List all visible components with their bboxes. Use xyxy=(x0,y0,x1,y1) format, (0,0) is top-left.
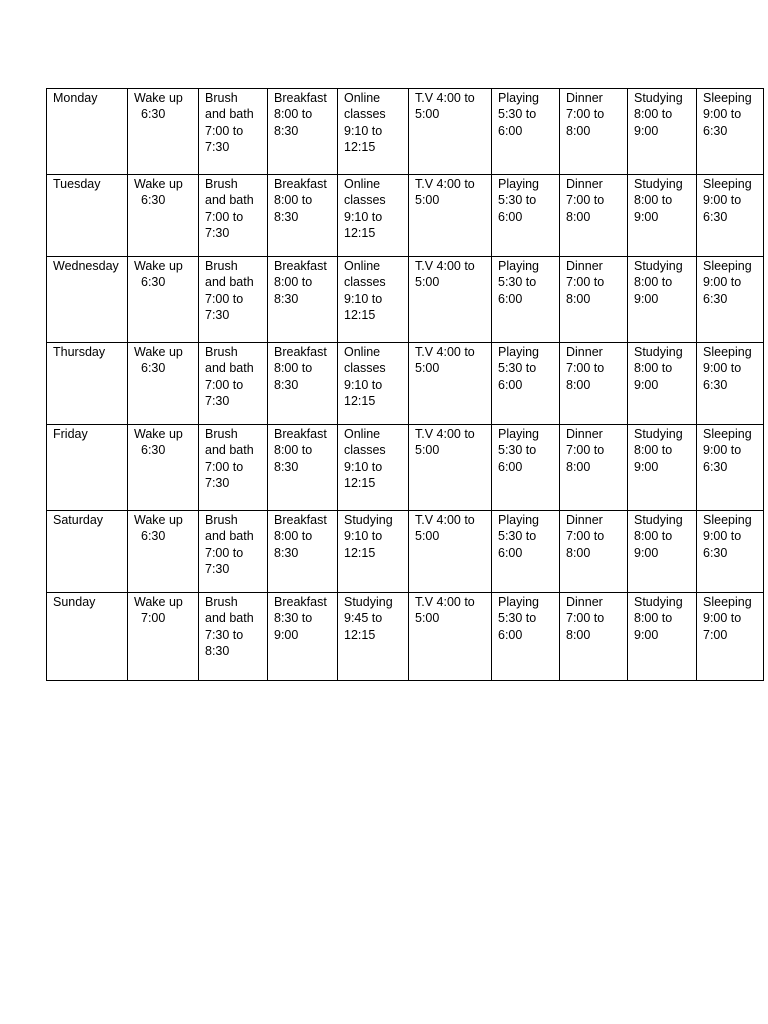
cell-text-line: 7:00 to xyxy=(205,459,244,474)
cell-text-line: 7:00 to xyxy=(205,291,244,306)
dinner-cell xyxy=(560,425,628,511)
cell-text-line: and bath xyxy=(205,275,254,290)
cell-text-line: 8:00 to xyxy=(634,361,673,376)
playing-cell xyxy=(492,175,560,257)
day-label: Saturday xyxy=(53,513,104,527)
sleeping-cell xyxy=(697,343,764,425)
day-cell xyxy=(47,425,128,511)
studying-cell xyxy=(628,175,697,257)
tv-cell xyxy=(409,175,492,257)
cell-text-line: Dinner xyxy=(566,345,603,359)
cell-text-line: 8:00 xyxy=(566,377,591,392)
cell-text-line: 7:00 xyxy=(141,611,166,626)
cell-text-line: Dinner xyxy=(566,177,603,191)
cell-text-line: 6:00 xyxy=(498,123,523,138)
dinner-cell xyxy=(560,89,628,175)
cell-text-line: 9:00 xyxy=(634,627,659,642)
studying-cell xyxy=(628,425,697,511)
sleeping-cell xyxy=(697,175,764,257)
cell-text-line: Breakfast xyxy=(274,259,327,273)
cell-text-line: Dinner xyxy=(566,259,603,273)
brush-bath-cell xyxy=(199,175,268,257)
cell-text-line: 8:00 to xyxy=(634,443,673,458)
cell-text-line: T.V 4:00 to xyxy=(415,259,475,273)
cell-text-line: and bath xyxy=(205,443,254,458)
cell-text-line: Wake up xyxy=(134,91,183,105)
cell-text-line: 6:30 xyxy=(141,107,166,122)
cell-text-line: 6:30 xyxy=(703,459,728,474)
breakfast-cell xyxy=(268,511,338,593)
cell-text-line: 7:00 to xyxy=(566,193,605,208)
morning-activity-cell xyxy=(338,175,409,257)
cell-text-line: classes xyxy=(344,107,386,122)
weekly-schedule-table xyxy=(46,88,764,681)
cell-text-line: 9:00 xyxy=(634,123,659,138)
cell-text-line: classes xyxy=(344,193,386,208)
breakfast-cell xyxy=(268,175,338,257)
cell-text-line: 7:30 xyxy=(205,561,230,576)
brush-bath-cell xyxy=(199,425,268,511)
cell-text-line: 8:00 to xyxy=(274,275,313,290)
cell-text-line: 9:10 to xyxy=(344,291,383,306)
cell-text-line: 8:30 xyxy=(274,123,299,138)
cell-text-line: 7:30 xyxy=(205,225,230,240)
cell-text-line: Playing xyxy=(498,345,539,359)
cell-text-line: Breakfast xyxy=(274,513,327,527)
studying-cell xyxy=(628,511,697,593)
cell-text-line: Playing xyxy=(498,513,539,527)
cell-text-line: 5:30 to xyxy=(498,361,537,376)
cell-text-line: 9:10 to xyxy=(344,377,383,392)
cell-text-line: Studying xyxy=(344,595,393,609)
cell-text-line: 9:00 to xyxy=(703,443,742,458)
cell-text-line: 8:00 to xyxy=(274,193,313,208)
cell-text-line: 7:30 xyxy=(205,139,230,154)
cell-text-line: 8:00 to xyxy=(634,275,673,290)
playing-cell xyxy=(492,257,560,343)
cell-text-line: Playing xyxy=(498,177,539,191)
tv-cell xyxy=(409,89,492,175)
cell-text-line: 9:00 xyxy=(634,291,659,306)
sleeping-cell xyxy=(697,89,764,175)
table-row xyxy=(47,511,764,593)
cell-text-line: 6:30 xyxy=(703,291,728,306)
cell-text-line: 5:00 xyxy=(415,361,440,376)
cell-text-line: 6:00 xyxy=(498,545,523,560)
cell-text-line: Studying xyxy=(634,177,683,191)
sleeping-cell xyxy=(697,257,764,343)
cell-text-line: Studying xyxy=(344,513,393,527)
table-row xyxy=(47,425,764,511)
dinner-cell xyxy=(560,593,628,681)
morning-activity-cell xyxy=(338,89,409,175)
cell-text-line: 8:00 to xyxy=(634,529,673,544)
day-label: Sunday xyxy=(53,595,96,609)
cell-text-line: and bath xyxy=(205,361,254,376)
cell-text-line: 5:30 to xyxy=(498,275,537,290)
brush-bath-cell xyxy=(199,89,268,175)
breakfast-cell xyxy=(268,257,338,343)
cell-text-line: 9:10 to xyxy=(344,123,383,138)
cell-text-line: Wake up xyxy=(134,345,183,359)
cell-text-line: 8:00 to xyxy=(634,107,673,122)
cell-text-line: Online xyxy=(344,427,381,441)
wake-up-cell xyxy=(128,425,199,511)
cell-text-line: Wake up xyxy=(134,177,183,191)
cell-text-line: Sleeping xyxy=(703,177,752,191)
day-cell xyxy=(47,593,128,681)
playing-cell xyxy=(492,343,560,425)
tv-cell xyxy=(409,511,492,593)
cell-text-line: Studying xyxy=(634,91,683,105)
cell-text-line: 5:30 to xyxy=(498,529,537,544)
cell-text-line: 9:00 xyxy=(634,209,659,224)
day-label: Tuesday xyxy=(53,177,101,191)
cell-text-line: Brush xyxy=(205,427,238,441)
brush-bath-cell xyxy=(199,511,268,593)
cell-text-line: T.V 4:00 to xyxy=(415,177,475,191)
table-row xyxy=(47,343,764,425)
cell-text-line: 7:00 to xyxy=(205,123,244,138)
cell-text-line: 8:00 to xyxy=(634,611,673,626)
cell-text-line: 7:00 to xyxy=(566,443,605,458)
cell-text-line: 9:10 to xyxy=(344,209,383,224)
day-cell xyxy=(47,89,128,175)
cell-text-line: T.V 4:00 to xyxy=(415,345,475,359)
cell-text-line: 9:00 to xyxy=(703,193,742,208)
cell-text-line: 9:00 xyxy=(274,627,299,642)
cell-text-line: Dinner xyxy=(566,91,603,105)
cell-text-line: 12:15 xyxy=(344,627,376,642)
cell-text-line: 9:00 xyxy=(634,545,659,560)
cell-text-line: Sleeping xyxy=(703,259,752,273)
cell-text-line: 8:00 xyxy=(566,545,591,560)
cell-text-line: 8:00 xyxy=(566,291,591,306)
day-label: Monday xyxy=(53,91,98,105)
cell-text-line: 5:30 to xyxy=(498,193,537,208)
cell-text-line: 8:30 xyxy=(274,377,299,392)
cell-text-line: 8:30 to xyxy=(274,611,313,626)
cell-text-line: 9:00 xyxy=(634,459,659,474)
cell-text-line: Wake up xyxy=(134,595,183,609)
schedule-body xyxy=(47,89,764,681)
cell-text-line: 7:00 to xyxy=(566,361,605,376)
cell-text-line: 12:15 xyxy=(344,307,376,322)
cell-text-line: Breakfast xyxy=(274,595,327,609)
cell-text-line: 12:15 xyxy=(344,225,376,240)
cell-text-line: 6:00 xyxy=(498,209,523,224)
cell-text-line: 6:00 xyxy=(498,459,523,474)
cell-text-line: 5:30 to xyxy=(498,611,537,626)
cell-text-line: Brush xyxy=(205,259,238,273)
cell-text-line: 8:30 xyxy=(205,643,230,658)
cell-text-line: 8:30 xyxy=(274,459,299,474)
cell-text-line: Brush xyxy=(205,177,238,191)
cell-text-line: Brush xyxy=(205,595,238,609)
cell-text-line: 8:00 to xyxy=(274,529,313,544)
cell-text-line: 8:30 xyxy=(274,545,299,560)
cell-text-line: 5:00 xyxy=(415,193,440,208)
cell-text-line: 12:15 xyxy=(344,475,376,490)
cell-text-line: 9:10 to xyxy=(344,529,383,544)
cell-text-line: Wake up xyxy=(134,427,183,441)
cell-text-line: 9:10 to xyxy=(344,459,383,474)
cell-text-line: 7:30 xyxy=(205,307,230,322)
cell-text-line: 12:15 xyxy=(344,139,376,154)
cell-text-line: Dinner xyxy=(566,427,603,441)
cell-text-line: and bath xyxy=(205,193,254,208)
cell-text-line: Sleeping xyxy=(703,427,752,441)
table-row xyxy=(47,593,764,681)
cell-text-line: 6:30 xyxy=(141,275,166,290)
tv-cell xyxy=(409,343,492,425)
morning-activity-cell xyxy=(338,425,409,511)
cell-text-line: 5:00 xyxy=(415,611,440,626)
cell-text-line: 6:00 xyxy=(498,377,523,392)
cell-text-line: 8:00 xyxy=(566,209,591,224)
cell-text-line: 6:30 xyxy=(703,545,728,560)
cell-text-line: 12:15 xyxy=(344,545,376,560)
dinner-cell xyxy=(560,257,628,343)
cell-text-line: Breakfast xyxy=(274,345,327,359)
cell-text-line: 9:00 to xyxy=(703,275,742,290)
day-label: Thursday xyxy=(53,345,106,359)
dinner-cell xyxy=(560,343,628,425)
cell-text-line: Breakfast xyxy=(274,427,327,441)
cell-text-line: Brush xyxy=(205,91,238,105)
brush-bath-cell xyxy=(199,343,268,425)
cell-text-line: and bath xyxy=(205,107,254,122)
document-page xyxy=(46,88,764,681)
wake-up-cell xyxy=(128,511,199,593)
day-label: Friday xyxy=(53,427,88,441)
cell-text-line: 5:30 to xyxy=(498,443,537,458)
cell-text-line: 8:00 to xyxy=(274,443,313,458)
cell-text-line: Sleeping xyxy=(703,345,752,359)
cell-text-line: Brush xyxy=(205,345,238,359)
cell-text-line: 6:30 xyxy=(141,193,166,208)
cell-text-line: 12:15 xyxy=(344,393,376,408)
day-cell xyxy=(47,343,128,425)
cell-text-line: Studying xyxy=(634,259,683,273)
cell-text-line: and bath xyxy=(205,529,254,544)
wake-up-cell xyxy=(128,175,199,257)
cell-text-line: Breakfast xyxy=(274,91,327,105)
tv-cell xyxy=(409,425,492,511)
cell-text-line: 6:30 xyxy=(141,361,166,376)
cell-text-line: 8:00 xyxy=(566,459,591,474)
cell-text-line: Playing xyxy=(498,91,539,105)
cell-text-line: 6:30 xyxy=(141,529,166,544)
cell-text-line: T.V 4:00 to xyxy=(415,513,475,527)
cell-text-line: Sleeping xyxy=(703,595,752,609)
cell-text-line: Wake up xyxy=(134,513,183,527)
cell-text-line: 6:00 xyxy=(498,291,523,306)
cell-text-line: 9:00 xyxy=(634,377,659,392)
cell-text-line: Online xyxy=(344,177,381,191)
cell-text-line: 7:00 to xyxy=(566,275,605,290)
day-cell xyxy=(47,257,128,343)
day-cell xyxy=(47,511,128,593)
cell-text-line: 6:30 xyxy=(141,443,166,458)
cell-text-line: 7:00 to xyxy=(566,529,605,544)
sleeping-cell xyxy=(697,511,764,593)
studying-cell xyxy=(628,343,697,425)
breakfast-cell xyxy=(268,89,338,175)
dinner-cell xyxy=(560,175,628,257)
cell-text-line: 5:00 xyxy=(415,529,440,544)
cell-text-line: 5:00 xyxy=(415,275,440,290)
morning-activity-cell xyxy=(338,593,409,681)
cell-text-line: 7:00 to xyxy=(566,611,605,626)
cell-text-line: Breakfast xyxy=(274,177,327,191)
cell-text-line: 6:30 xyxy=(703,123,728,138)
cell-text-line: T.V 4:00 to xyxy=(415,427,475,441)
cell-text-line: 7:00 xyxy=(703,627,728,642)
cell-text-line: 7:30 to xyxy=(205,627,244,642)
cell-text-line: Studying xyxy=(634,345,683,359)
cell-text-line: Online xyxy=(344,91,381,105)
cell-text-line: 7:00 to xyxy=(205,377,244,392)
table-row xyxy=(47,257,764,343)
cell-text-line: 7:00 to xyxy=(566,107,605,122)
cell-text-line: 7:00 to xyxy=(205,545,244,560)
cell-text-line: Sleeping xyxy=(703,91,752,105)
morning-activity-cell xyxy=(338,511,409,593)
cell-text-line: 5:30 to xyxy=(498,107,537,122)
breakfast-cell xyxy=(268,593,338,681)
cell-text-line: classes xyxy=(344,443,386,458)
wake-up-cell xyxy=(128,343,199,425)
morning-activity-cell xyxy=(338,343,409,425)
cell-text-line: 8:00 xyxy=(566,123,591,138)
cell-text-line: Studying xyxy=(634,595,683,609)
cell-text-line: 7:30 xyxy=(205,393,230,408)
wake-up-cell xyxy=(128,593,199,681)
cell-text-line: 9:00 to xyxy=(703,107,742,122)
cell-text-line: 5:00 xyxy=(415,107,440,122)
cell-text-line: T.V 4:00 to xyxy=(415,595,475,609)
cell-text-line: classes xyxy=(344,361,386,376)
cell-text-line: Playing xyxy=(498,595,539,609)
cell-text-line: 7:30 xyxy=(205,475,230,490)
cell-text-line: Sleeping xyxy=(703,513,752,527)
cell-text-line: 8:30 xyxy=(274,209,299,224)
cell-text-line: Wake up xyxy=(134,259,183,273)
cell-text-line: Playing xyxy=(498,259,539,273)
table-row xyxy=(47,89,764,175)
cell-text-line: Studying xyxy=(634,513,683,527)
cell-text-line: 9:00 to xyxy=(703,529,742,544)
cell-text-line: 8:00 to xyxy=(274,107,313,122)
cell-text-line: T.V 4:00 to xyxy=(415,91,475,105)
cell-text-line: classes xyxy=(344,275,386,290)
cell-text-line: Dinner xyxy=(566,513,603,527)
brush-bath-cell xyxy=(199,257,268,343)
cell-text-line: Playing xyxy=(498,427,539,441)
cell-text-line: 9:45 to xyxy=(344,611,383,626)
wake-up-cell xyxy=(128,257,199,343)
cell-text-line: Dinner xyxy=(566,595,603,609)
sleeping-cell xyxy=(697,593,764,681)
morning-activity-cell xyxy=(338,257,409,343)
day-cell xyxy=(47,175,128,257)
breakfast-cell xyxy=(268,343,338,425)
cell-text-line: 8:00 to xyxy=(634,193,673,208)
playing-cell xyxy=(492,89,560,175)
cell-text-line: 8:00 xyxy=(566,627,591,642)
cell-text-line: 6:30 xyxy=(703,377,728,392)
playing-cell xyxy=(492,593,560,681)
tv-cell xyxy=(409,593,492,681)
studying-cell xyxy=(628,593,697,681)
cell-text-line: 6:00 xyxy=(498,627,523,642)
cell-text-line: Brush xyxy=(205,513,238,527)
wake-up-cell xyxy=(128,89,199,175)
studying-cell xyxy=(628,89,697,175)
day-label: Wednesday xyxy=(53,259,119,273)
breakfast-cell xyxy=(268,425,338,511)
playing-cell xyxy=(492,425,560,511)
cell-text-line: 7:00 to xyxy=(205,209,244,224)
cell-text-line: and bath xyxy=(205,611,254,626)
cell-text-line: Online xyxy=(344,259,381,273)
dinner-cell xyxy=(560,511,628,593)
cell-text-line: 5:00 xyxy=(415,443,440,458)
cell-text-line: 8:00 to xyxy=(274,361,313,376)
playing-cell xyxy=(492,511,560,593)
tv-cell xyxy=(409,257,492,343)
cell-text-line: 8:30 xyxy=(274,291,299,306)
brush-bath-cell xyxy=(199,593,268,681)
cell-text-line: Studying xyxy=(634,427,683,441)
cell-text-line: 9:00 to xyxy=(703,611,742,626)
cell-text-line: Online xyxy=(344,345,381,359)
sleeping-cell xyxy=(697,425,764,511)
studying-cell xyxy=(628,257,697,343)
cell-text-line: 9:00 to xyxy=(703,361,742,376)
cell-text-line: 6:30 xyxy=(703,209,728,224)
table-row xyxy=(47,175,764,257)
